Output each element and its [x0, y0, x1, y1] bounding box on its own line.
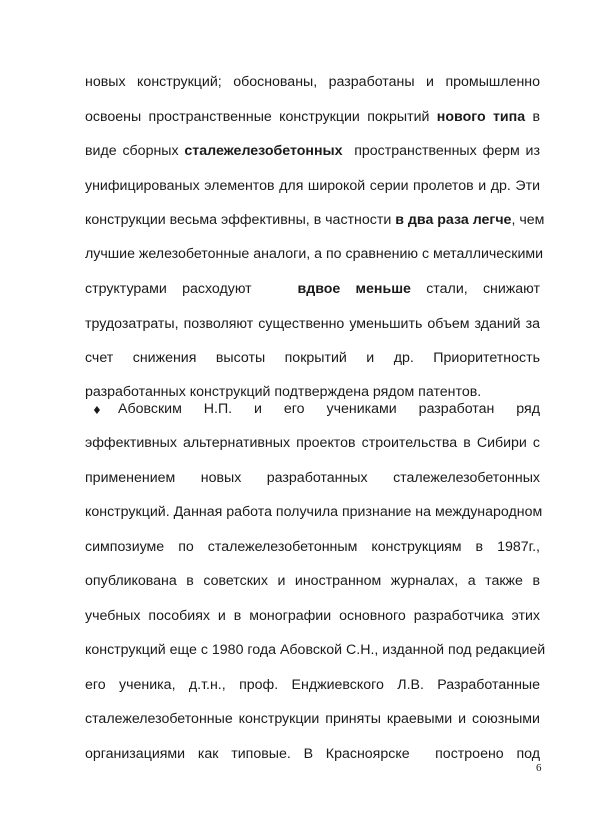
page-number: 6 — [536, 762, 542, 774]
text-segment: Абовским Н.П. и его учениками разработан ряд — [118, 401, 540, 417]
text-segment: эффективных альтернативных проектов строительства в Сибири с — [85, 435, 540, 451]
text-line — [85, 469, 540, 487]
bullet-icon: ♦ — [92, 404, 102, 417]
bold-text-segment: нового типа — [436, 109, 526, 125]
text-line — [85, 245, 544, 263]
text-segment: симпозиуме по сталежелезобетонным конструкциям в 1987г., — [85, 539, 540, 555]
bold-text-segment: сталежелезобетонных — [184, 143, 343, 159]
text-segment: новых конструкций; обоснованы, разработаны и промышленно — [85, 74, 540, 90]
text-line — [85, 349, 540, 367]
text-segment: пространственных ферм из — [342, 143, 540, 159]
text-segment: конструкции весьма эффективны, в частности — [85, 212, 396, 228]
text-line — [85, 108, 540, 126]
text-segment: унифицированых элементов для широкой серии пролетов и др. Эти — [85, 178, 540, 194]
text-segment: трудозатраты, позволяют существенно уменьшить объем зданий за — [85, 316, 540, 332]
text-line — [85, 383, 540, 401]
text-segment: , чем — [511, 212, 545, 228]
text-segment: его ученика, д.т.н., проф. Енджиевского Л.В. Разработанные — [85, 677, 540, 693]
text-segment: применением новых разработанных сталежелезобетонных — [85, 470, 540, 486]
text-segment: виде сборных — [85, 143, 185, 159]
text-segment: в — [525, 109, 540, 125]
bold-text-segment: в два раза легче — [395, 212, 512, 228]
text-segment: структурами расходуют — [85, 281, 298, 297]
text-line — [85, 641, 546, 659]
text-line — [85, 710, 540, 728]
text-segment: организациями как типовые. В Красноярске построено под — [85, 746, 540, 762]
text-segment: счет снижения высоты покрытий и др. Приоритетность — [85, 350, 540, 366]
text-line — [85, 676, 540, 694]
text-line — [85, 572, 540, 590]
text-line — [85, 503, 543, 521]
text-line — [85, 745, 540, 763]
text-line — [85, 538, 540, 556]
text-segment: конструкций. Данная работа получила признание на международном — [85, 504, 543, 520]
text-segment: освоены пространственные конструкции покрытий — [85, 109, 437, 125]
text-line — [85, 607, 540, 625]
text-segment: опубликована в советских и иностранном журналах, а также в — [85, 573, 540, 589]
text-line — [85, 73, 540, 91]
text-segment: разработанных конструкций подтверждена рядом патентов. — [85, 384, 482, 400]
text-line — [85, 177, 540, 195]
text-line — [118, 400, 540, 418]
text-segment: сталежелезобетонные конструкции приняты краевыми и союзными — [85, 711, 540, 727]
text-line — [85, 211, 545, 229]
bold-text-segment: вдвое меньше — [297, 281, 411, 297]
text-line — [85, 280, 540, 298]
text-segment: лучшие железобетонные аналоги, а по сравнению с металлическими — [85, 246, 544, 262]
text-segment: учебных пособиях и в монографии основного разработчика этих — [85, 608, 540, 624]
text-segment: стали, снижают — [410, 281, 541, 297]
text-line — [85, 315, 540, 333]
text-line — [85, 142, 540, 160]
text-line — [85, 434, 540, 452]
text-segment: конструкций еще с 1980 года Абовской С.Н., изданной под редакцией — [85, 642, 546, 658]
